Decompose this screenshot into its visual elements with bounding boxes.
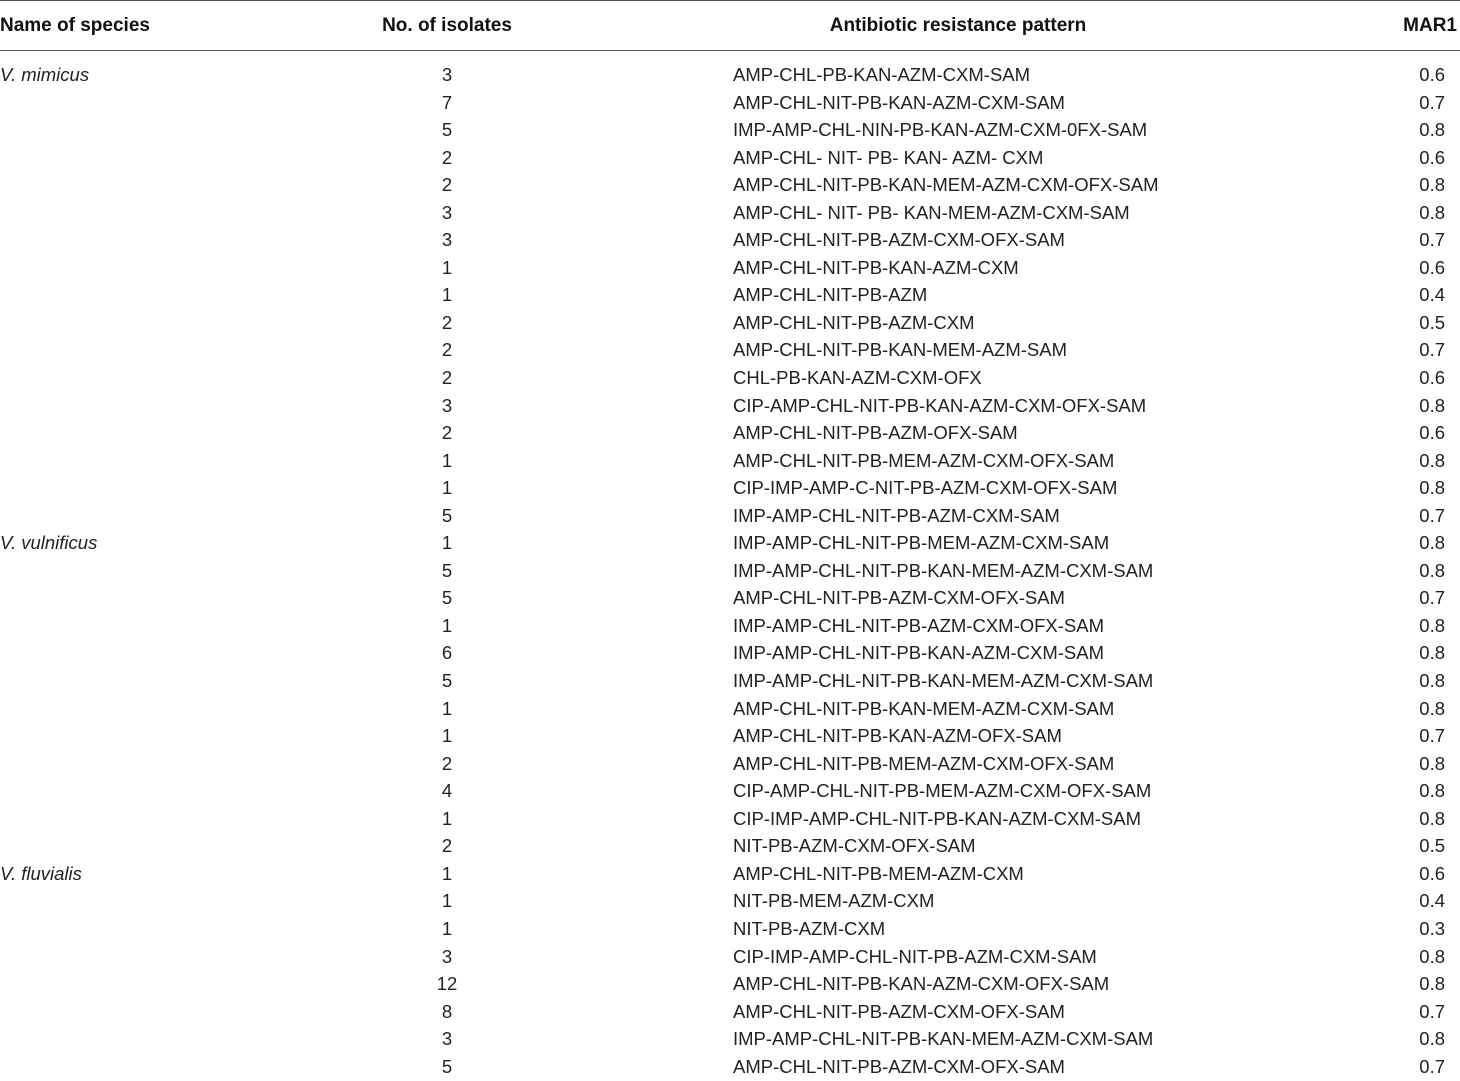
cell-mar: 0.8 [1419, 449, 1445, 471]
cell-isolates: 2 [441, 835, 453, 857]
table-row [0, 282, 1460, 310]
table-row [0, 172, 1460, 200]
table-row [0, 420, 1460, 448]
table-row [0, 1026, 1460, 1054]
cell-mar: 0.7 [1419, 91, 1445, 113]
cell-isolates: 2 [441, 422, 453, 444]
cell-isolates: 3 [441, 1028, 453, 1050]
cell-isolates: 3 [441, 64, 453, 85]
cell-isolates: 5 [441, 587, 453, 609]
cell-mar: 0.7 [1419, 229, 1445, 251]
cell-pattern: IMP-AMP-CHL-NIT-PB-KAN-MEM-AZM-CXM-SAM [733, 1028, 1154, 1050]
header-mar: MAR1 [1403, 15, 1457, 36]
header-pattern: Antibiotic resistance pattern [829, 15, 1087, 36]
table-row [0, 227, 1460, 255]
cell-pattern: AMP-CHL-NIT-PB-AZM-CXM-OFX-SAM [733, 229, 1065, 251]
cell-pattern: AMP-CHL-NIT-PB-KAN-AZM-CXM [733, 256, 1019, 278]
cell-pattern: IMP-AMP-CHL-NIN-PB-KAN-AZM-CXM-0FX-SAM [733, 119, 1148, 141]
cell-pattern: CIP-IMP-AMP-CHL-NIT-PB-KAN-AZM-CXM-SAM [733, 807, 1142, 829]
cell-isolates: 1 [441, 890, 453, 912]
cell-mar: 0.8 [1419, 394, 1445, 416]
cell-mar: 0.8 [1419, 1028, 1445, 1050]
table-row [0, 310, 1460, 338]
cell-mar: 0.8 [1419, 752, 1445, 774]
cell-mar: 0.5 [1419, 835, 1445, 857]
table-row [0, 117, 1460, 145]
table-row [0, 613, 1460, 641]
table-row [0, 62, 1460, 90]
cell-mar: 0.6 [1419, 422, 1445, 444]
cell-mar: 0.8 [1419, 119, 1445, 141]
cell-mar: 0.4 [1419, 284, 1445, 306]
cell-mar: 0.8 [1419, 477, 1445, 499]
table-row [0, 90, 1460, 118]
cell-pattern: AMP-CHL-NIT-PB-KAN-MEM-AZM-CXM-OFX-SAM [733, 174, 1159, 196]
cell-isolates: 2 [441, 367, 453, 389]
cell-isolates: 1 [441, 725, 453, 747]
cell-pattern: AMP-CHL-NIT-PB-AZM-CXM-OFX-SAM [733, 1055, 1065, 1077]
cell-pattern: CIP-AMP-CHL-NIT-PB-KAN-AZM-CXM-OFX-SAM [733, 394, 1147, 416]
cell-isolates: 2 [441, 752, 453, 774]
table-row [0, 255, 1460, 283]
table-row [0, 393, 1460, 421]
cell-mar: 0.7 [1419, 1000, 1445, 1022]
table-row [0, 833, 1460, 861]
table-row [0, 558, 1460, 586]
cell-pattern: AMP-CHL-NIT-PB-MEM-AZM-CXM-OFX-SAM [733, 449, 1115, 471]
cell-mar: 0.7 [1419, 1055, 1445, 1077]
cell-pattern: CIP-IMP-AMP-C-NIT-PB-AZM-CXM-OFX-SAM [733, 477, 1118, 499]
cell-pattern: AMP-CHL-NIT-PB-MEM-AZM-CXM-OFX-SAM [733, 752, 1115, 774]
cell-pattern: IMP-AMP-CHL-NIT-PB-AZM-CXM-SAM [733, 504, 1060, 526]
cell-pattern: NIT-PB-MEM-AZM-CXM [733, 890, 935, 912]
table-row [0, 999, 1460, 1027]
cell-pattern: AMP-CHL- NIT- PB- KAN- AZM- CXM [733, 146, 1044, 168]
cell-isolates: 1 [441, 256, 453, 278]
table-row [0, 200, 1460, 228]
table-row [0, 861, 1460, 889]
cell-species: V. vulnificus [0, 532, 98, 554]
cell-isolates: 5 [441, 559, 453, 581]
cell-isolates: 1 [441, 477, 453, 499]
cell-isolates: 2 [441, 311, 453, 333]
cell-mar: 0.8 [1419, 670, 1445, 692]
table-row [0, 1054, 1460, 1081]
cell-mar: 0.7 [1419, 725, 1445, 747]
cell-pattern: AMP-CHL- NIT- PB- KAN-MEM-AZM-CXM-SAM [733, 201, 1130, 223]
table-row [0, 668, 1460, 696]
cell-isolates: 3 [441, 394, 453, 416]
cell-pattern: AMP-CHL-NIT-PB-KAN-MEM-AZM-CXM-SAM [733, 697, 1115, 719]
cell-pattern: CHL-PB-KAN-AZM-CXM-OFX [733, 367, 982, 389]
cell-pattern: AMP-CHL-NIT-PB-AZM-CXM [733, 311, 975, 333]
table-body [0, 62, 1460, 1081]
cell-mar: 0.7 [1419, 339, 1445, 361]
cell-isolates: 1 [441, 284, 453, 306]
cell-isolates: 5 [441, 504, 453, 526]
cell-isolates: 1 [441, 697, 453, 719]
cell-pattern: AMP-CHL-NIT-PB-AZM [733, 284, 928, 306]
cell-isolates: 7 [441, 91, 453, 113]
cell-mar: 0.8 [1419, 201, 1445, 223]
table-row [0, 696, 1460, 724]
table-row [0, 530, 1460, 558]
cell-pattern: AMP-CHL-PB-KAN-AZM-CXM-SAM [733, 64, 1031, 85]
cell-pattern: NIT-PB-AZM-CXM-OFX-SAM [733, 835, 976, 857]
cell-isolates: 1 [441, 614, 453, 636]
cell-mar: 0.8 [1419, 973, 1445, 995]
cell-mar: 0.8 [1419, 174, 1445, 196]
cell-mar: 0.8 [1419, 642, 1445, 664]
cell-pattern: AMP-CHL-NIT-PB-KAN-AZM-OFX-SAM [733, 725, 1062, 747]
cell-pattern: CIP-IMP-AMP-CHL-NIT-PB-AZM-CXM-SAM [733, 945, 1097, 967]
cell-isolates: 12 [436, 973, 458, 995]
table-row [0, 806, 1460, 834]
cell-isolates: 1 [441, 532, 453, 554]
cell-isolates: 6 [441, 642, 453, 664]
cell-pattern: AMP-CHL-NIT-PB-AZM-CXM-OFX-SAM [733, 1000, 1065, 1022]
cell-mar: 0.3 [1419, 917, 1445, 939]
cell-mar: 0.7 [1419, 587, 1445, 609]
cell-mar: 0.6 [1419, 64, 1445, 85]
table-row [0, 888, 1460, 916]
table-row [0, 585, 1460, 613]
table-row [0, 337, 1460, 365]
table-row [0, 944, 1460, 972]
cell-isolates: 1 [441, 807, 453, 829]
cell-mar: 0.6 [1419, 146, 1445, 168]
table-row [0, 971, 1460, 999]
table-row [0, 503, 1460, 531]
cell-isolates: 2 [441, 174, 453, 196]
cell-species: V. mimicus [0, 64, 90, 85]
cell-mar: 0.8 [1419, 559, 1445, 581]
table-row [0, 365, 1460, 393]
header-isolates: No. of isolates [382, 15, 512, 36]
cell-mar: 0.8 [1419, 697, 1445, 719]
cell-isolates: 3 [441, 201, 453, 223]
cell-mar: 0.4 [1419, 890, 1445, 912]
table-row [0, 145, 1460, 173]
table-row [0, 448, 1460, 476]
cell-mar: 0.6 [1419, 256, 1445, 278]
table-row [0, 916, 1460, 944]
cell-isolates: 1 [441, 449, 453, 471]
cell-pattern: AMP-CHL-NIT-PB-AZM-CXM-OFX-SAM [733, 587, 1065, 609]
cell-isolates: 2 [441, 146, 453, 168]
table-row [0, 640, 1460, 668]
cell-pattern: IMP-AMP-CHL-NIT-PB-KAN-AZM-CXM-SAM [733, 642, 1105, 664]
cell-mar: 0.8 [1419, 945, 1445, 967]
cell-isolates: 5 [441, 1055, 453, 1077]
cell-pattern: CIP-AMP-CHL-NIT-PB-MEM-AZM-CXM-OFX-SAM [733, 780, 1152, 802]
cell-isolates: 5 [441, 670, 453, 692]
cell-pattern: IMP-AMP-CHL-NIT-PB-KAN-MEM-AZM-CXM-SAM [733, 559, 1154, 581]
cell-pattern: IMP-AMP-CHL-NIT-PB-MEM-AZM-CXM-SAM [733, 532, 1110, 554]
cell-isolates: 3 [441, 945, 453, 967]
cell-isolates: 1 [441, 862, 453, 884]
cell-mar: 0.6 [1419, 367, 1445, 389]
table-header-rule [0, 50, 1460, 51]
cell-mar: 0.6 [1419, 862, 1445, 884]
table-row [0, 778, 1460, 806]
cell-pattern: AMP-CHL-NIT-PB-KAN-AZM-CXM-OFX-SAM [733, 973, 1110, 995]
cell-pattern: AMP-CHL-NIT-PB-MEM-AZM-CXM [733, 862, 1024, 884]
table-row [0, 723, 1460, 751]
cell-pattern: AMP-CHL-NIT-PB-KAN-AZM-CXM-SAM [733, 91, 1065, 113]
cell-pattern: NIT-PB-AZM-CXM [733, 917, 886, 939]
cell-isolates: 1 [441, 917, 453, 939]
table-row [0, 751, 1460, 779]
table-row [0, 475, 1460, 503]
table-header [0, 0, 1460, 50]
cell-pattern: IMP-AMP-CHL-NIT-PB-KAN-MEM-AZM-CXM-SAM [733, 670, 1154, 692]
cell-mar: 0.8 [1419, 807, 1445, 829]
cell-species: V. fluvialis [0, 862, 82, 884]
cell-isolates: 5 [441, 119, 453, 141]
cell-mar: 0.7 [1419, 504, 1445, 526]
cell-mar: 0.8 [1419, 780, 1445, 802]
cell-mar: 0.8 [1419, 614, 1445, 636]
cell-pattern: IMP-AMP-CHL-NIT-PB-AZM-CXM-OFX-SAM [733, 614, 1105, 636]
cell-pattern: AMP-CHL-NIT-PB-AZM-OFX-SAM [733, 422, 1018, 444]
cell-isolates: 2 [441, 339, 453, 361]
cell-pattern: AMP-CHL-NIT-PB-KAN-MEM-AZM-SAM [733, 339, 1068, 361]
cell-isolates: 8 [441, 1000, 453, 1022]
cell-isolates: 3 [441, 229, 453, 251]
cell-mar: 0.5 [1419, 311, 1445, 333]
cell-isolates: 4 [441, 780, 453, 802]
cell-mar: 0.8 [1419, 532, 1445, 554]
header-species: Name of species [0, 15, 150, 36]
